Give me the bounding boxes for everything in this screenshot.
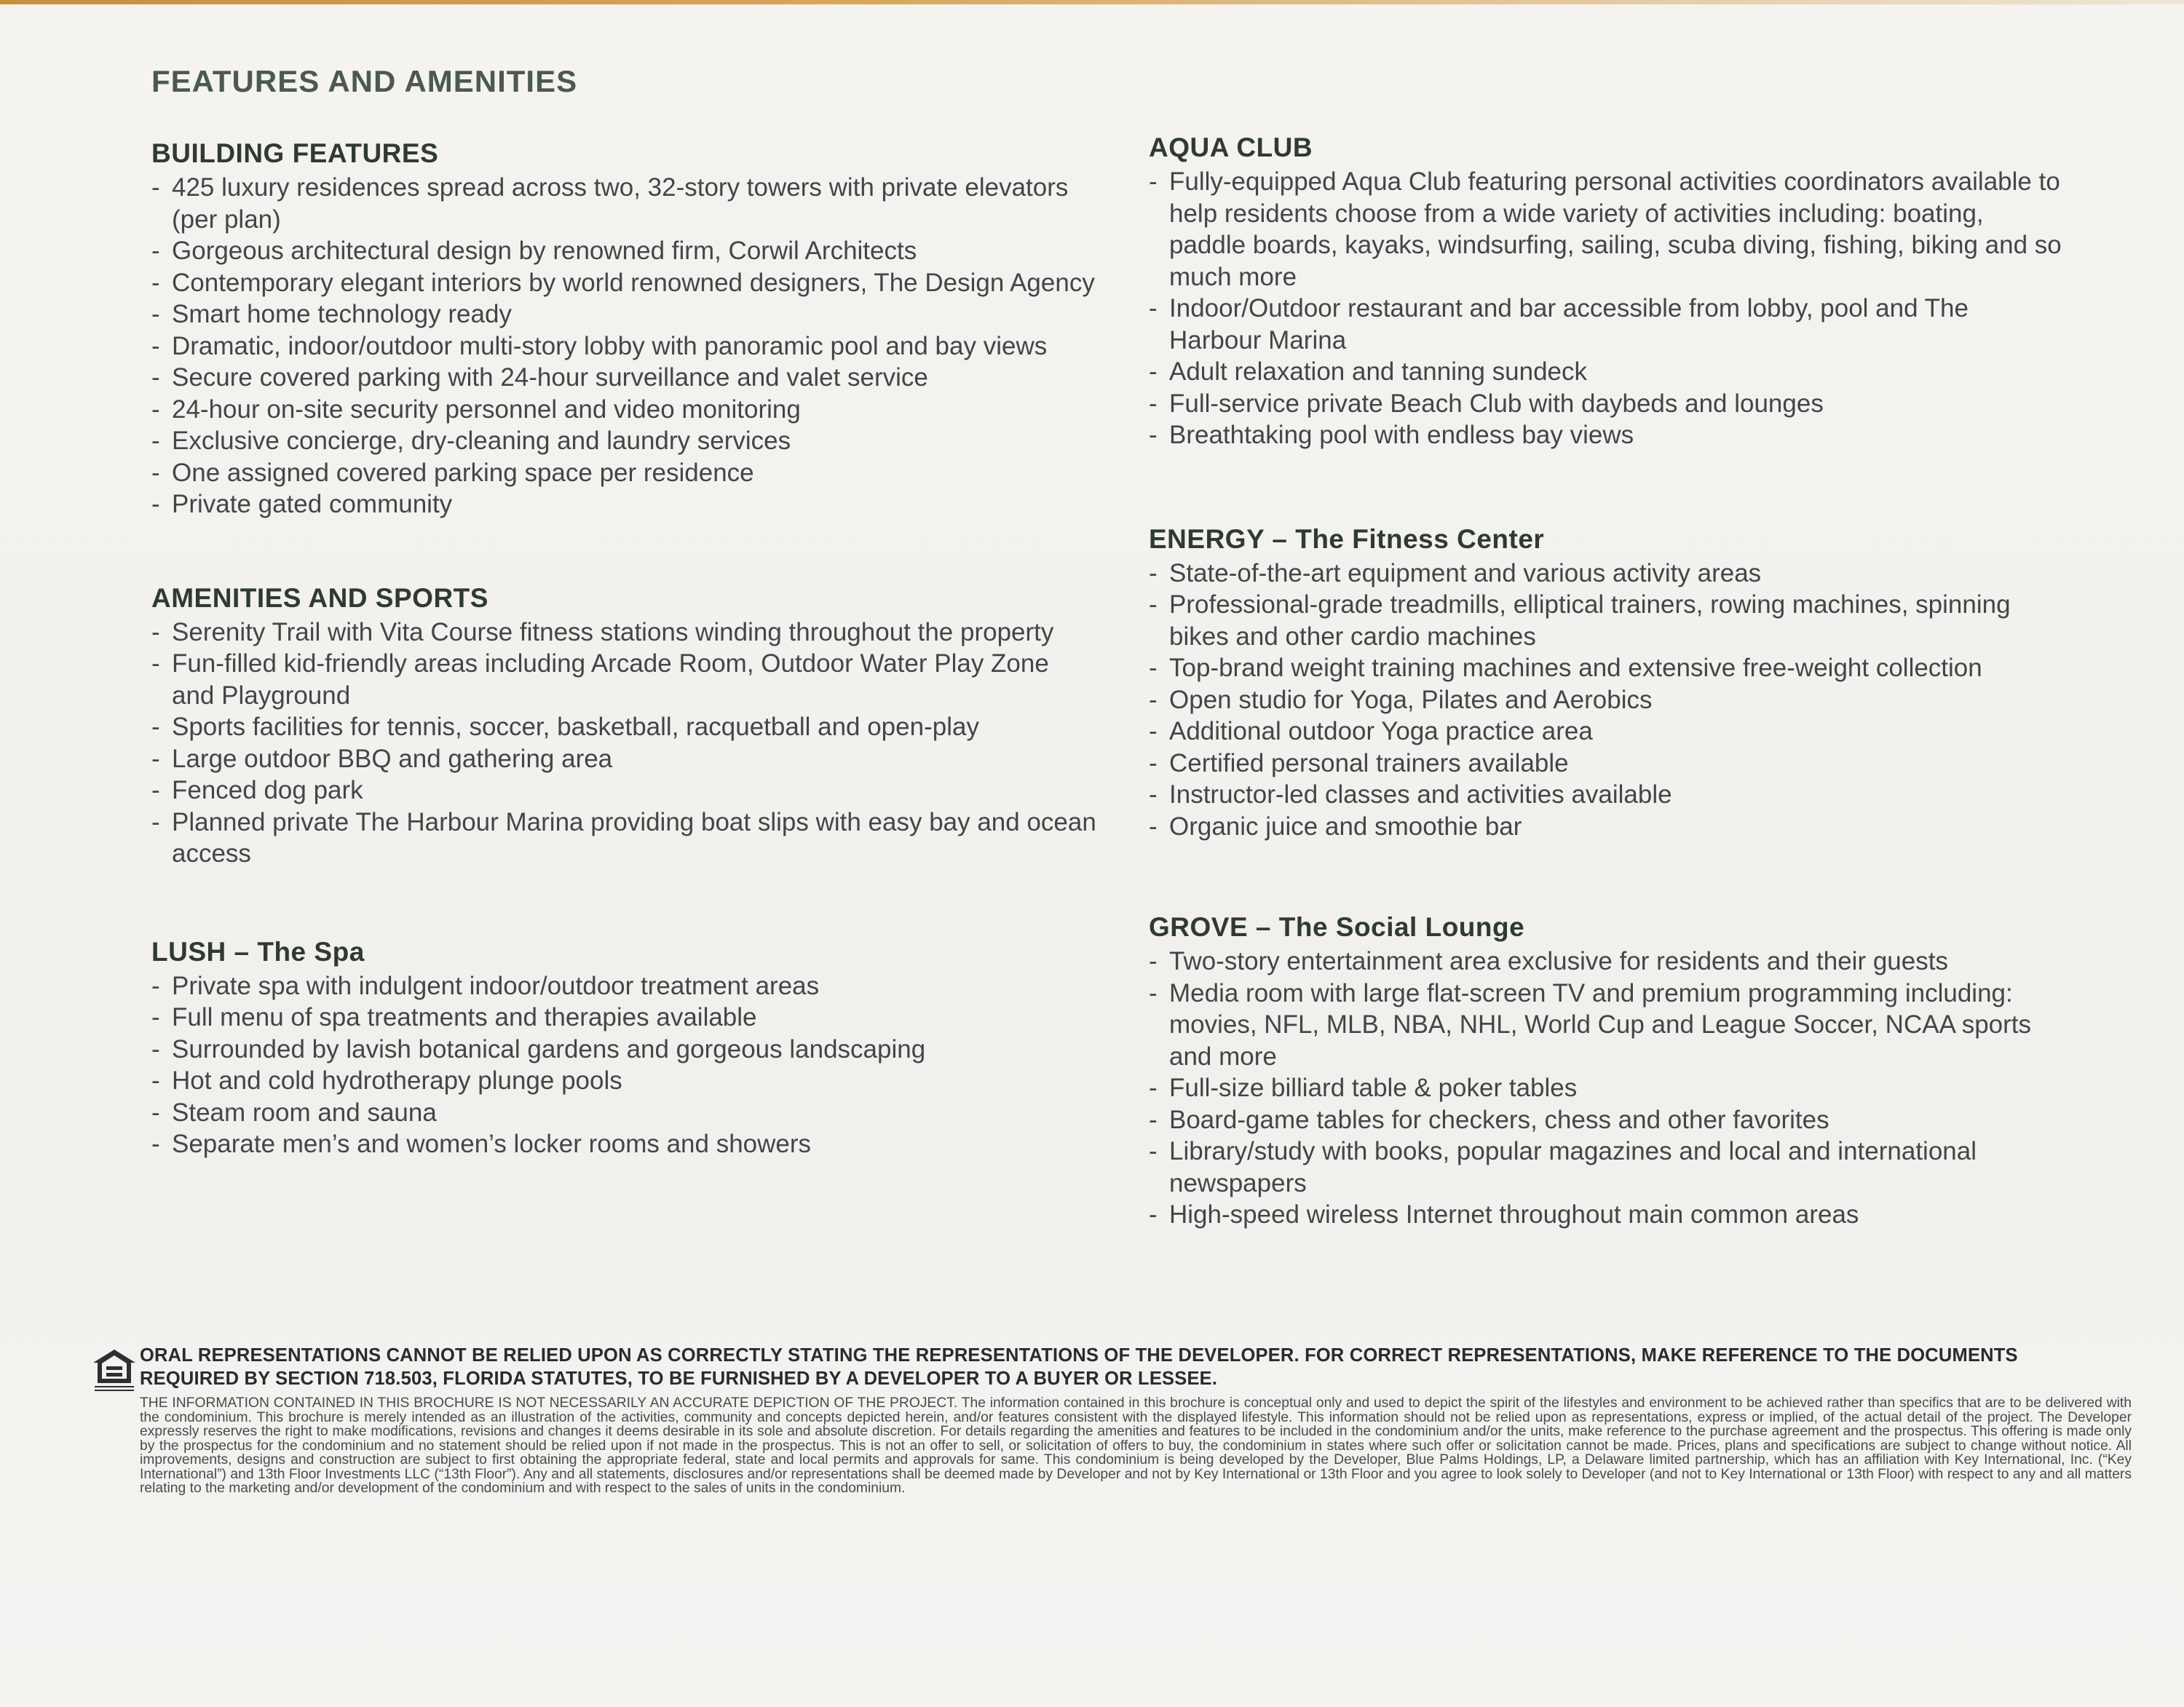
- section-building-features: [151, 138, 1098, 520]
- list-item: - High-speed wireless Internet throughout main common areas: [1149, 1199, 2066, 1231]
- list-item: - Large outdoor BBQ and gathering area: [151, 743, 1098, 775]
- feature-list: [151, 617, 1098, 870]
- left-column: [151, 138, 1098, 1160]
- list-item: - Contemporary elegant interiors by world renowned designers, The Design Agency: [151, 267, 1098, 299]
- list-item: - Steam room and sauna: [151, 1097, 1098, 1129]
- list-item: - Professional-grade treadmills, elliptical trainers, rowing machines, spinning bikes and other cardio machines: [1149, 589, 2066, 652]
- equal-housing-opportunity-icon: [92, 1347, 137, 1393]
- list-item: - Adult relaxation and tanning sundeck: [1149, 356, 2066, 388]
- section-aqua-club: [1149, 132, 2066, 451]
- list-item: - Separate men’s and women’s locker rooms and showers: [151, 1128, 1098, 1160]
- fine-print: THE INFORMATION CONTAINED IN THIS BROCHURE IS NOT NECESSARILY AN ACCURATE DEPICTION OF THE PROJECT. The information contained in this brochure is conceptual only and used to depict the spirit of the lifestyles and environment to be achieved rather than specifics that are to be delivered with the condominium. This brochure is merely intended as an illustration of the activities, community and concepts depicted herein, and/or features consistent with the displayed lifestyle. This information should not be relied upon as representations, express or implied, of the actual detail of the project. The Developer expressly reserves the right to make modifications, revisions and changes it deems desirable in its sole and absolute discretion. For details regarding the amenities and features to be included in the condominium and/or the units, make reference to the purchase agreement and the prospectus. This offering is made only by the prospectus for the condominium and no statement should be relied upon if not made in the prospectus. This is not an offer to sell, or solicitation of offers to buy, the condominium in states where such offer or solicitation cannot be made. Prices, plans and specifications are subject to change without notice. All improvements, designs and construction are subject to first obtaining the appropriate federal, state and local permits and approvals for same. This condominium is being developed by the Developer, Blue Palms Holdings, LP, a Delaware limited partnership, which has an affiliation with Key International, Inc. (“Key International”) and 13th Floor Investments LLC (“13th Floor”). Any and all statements, disclosures and/or representations shall be deemed made by Developer and not by Key International or 13th Floor and you agree to look solely to Developer (and not to Key International or 13th Floor) with respect to any and all matters relating to the marketing and/or development of the condominium and with respect to the sales of units in the condominium.: [140, 1395, 2132, 1496]
- list-item: - One assigned covered parking space per residence: [151, 457, 1098, 489]
- section-energy-fitness: [1149, 524, 2066, 843]
- list-item: - Organic juice and smoothie bar: [1149, 811, 2066, 843]
- section-spacer: [151, 870, 1098, 937]
- list-item: - Library/study with books, popular magazines and local and international newspapers: [1149, 1136, 2066, 1199]
- list-item: - State-of-the-art equipment and various activity areas: [1149, 558, 2066, 590]
- list-item: - Full-size billiard table & poker tables: [1149, 1072, 2066, 1104]
- section-spacer: [1149, 451, 2066, 524]
- list-item: - Secure covered parking with 24-hour surveillance and valet service: [151, 362, 1098, 394]
- feature-list: [1149, 166, 2066, 451]
- section-heading: AMENITIES AND SPORTS: [151, 582, 488, 613]
- section-heading: BUILDING FEATURES: [151, 138, 439, 168]
- section-heading: ENERGY – The Fitness Center: [1149, 523, 1545, 554]
- section-amenities-and-sports: [151, 583, 1098, 870]
- feature-list: [1149, 946, 2066, 1231]
- list-item: - 425 luxury residences spread across two, 32-story towers with private elevators (per plan): [151, 172, 1098, 235]
- right-column: [1149, 132, 2066, 1231]
- list-item: - 24-hour on-site security personnel and video monitoring: [151, 394, 1098, 426]
- list-item: - Smart home technology ready: [151, 298, 1098, 330]
- section-heading: LUSH – The Spa: [151, 936, 365, 967]
- section-grove-social-lounge: [1149, 912, 2066, 1231]
- list-item: - Additional outdoor Yoga practice area: [1149, 716, 2066, 748]
- list-item: - Fenced dog park: [151, 775, 1098, 807]
- list-item: - Instructor-led classes and activities available: [1149, 779, 2066, 811]
- list-item: - Two-story entertainment area exclusive for residents and their guests: [1149, 946, 2066, 978]
- page-top-edge: [0, 0, 2184, 4]
- list-item: - Media room with large flat-screen TV and premium programming including: movies, NFL, MLB, NBA, NHL, World Cup and League Soccer, NCAA sports and more: [1149, 978, 2066, 1073]
- section-spacer: [1149, 842, 2066, 912]
- page-title: FEATURES AND AMENITIES: [151, 64, 578, 98]
- section-heading: GROVE – The Social Lounge: [1149, 912, 1525, 942]
- list-item: - Breathtaking pool with endless bay views: [1149, 419, 2066, 451]
- section-lush-spa: [151, 937, 1098, 1160]
- section-heading: AQUA CLUB: [1149, 132, 1313, 162]
- list-item: - Hot and cold hydrotherapy plunge pools: [151, 1065, 1098, 1097]
- list-item: - Gorgeous architectural design by renowned firm, Corwil Architects: [151, 235, 1098, 267]
- list-item: - Top-brand weight training machines and extensive free-weight collection: [1149, 652, 2066, 684]
- list-item: - Sports facilities for tennis, soccer, basketball, racquetball and open-play: [151, 711, 1098, 743]
- list-item: - Full-service private Beach Club with daybeds and lounges: [1149, 388, 2066, 420]
- list-item: - Open studio for Yoga, Pilates and Aerobics: [1149, 684, 2066, 716]
- feature-list: [151, 172, 1098, 520]
- list-item: - Private gated community: [151, 488, 1098, 520]
- list-item: - Surrounded by lavish botanical gardens and gorgeous landscaping: [151, 1034, 1098, 1066]
- list-item: - Full menu of spa treatments and therapies available: [151, 1002, 1098, 1034]
- list-item: - Serenity Trail with Vita Course fitness stations winding throughout the property: [151, 617, 1098, 649]
- list-item: - Dramatic, indoor/outdoor multi-story lobby with panoramic pool and bay views: [151, 330, 1098, 363]
- feature-list: [151, 970, 1098, 1160]
- feature-list: [1149, 558, 2066, 843]
- list-item: - Private spa with indulgent indoor/outdoor treatment areas: [151, 970, 1098, 1002]
- list-item: - Fun-filled kid-friendly areas including Arcade Room, Outdoor Water Play Zone and Playground: [151, 648, 1098, 711]
- list-item: - Indoor/Outdoor restaurant and bar accessible from lobby, pool and The Harbour Marina: [1149, 293, 2066, 356]
- list-item: - Planned private The Harbour Marina providing boat slips with easy bay and ocean access: [151, 807, 1098, 870]
- list-item: - Board-game tables for checkers, chess and other favorites: [1149, 1104, 2066, 1136]
- oral-representations-notice: ORAL REPRESENTATIONS CANNOT BE RELIED UPON AS CORRECTLY STATING THE REPRESENTATIONS OF THE DEVELOPER. FOR CORRECT REPRESENTATIONS, MAKE REFERENCE TO THE DOCUMENTS REQUIRED BY SECTION 718.503, FLORIDA STATUTES, TO BE FURNISHED BY A DEVELOPER TO A BUYER OR LESSEE.: [140, 1345, 2018, 1389]
- list-item: - Certified personal trainers available: [1149, 748, 2066, 780]
- list-item: - Exclusive concierge, dry-cleaning and laundry services: [151, 425, 1098, 457]
- list-item: - Fully-equipped Aqua Club featuring personal activities coordinators available to help residents choose from a wide variety of activities including: boating, paddle boards, kayaks, windsurfing, sailing, scuba diving, fishing, biking and so much more: [1149, 166, 2066, 293]
- section-spacer: [151, 520, 1098, 583]
